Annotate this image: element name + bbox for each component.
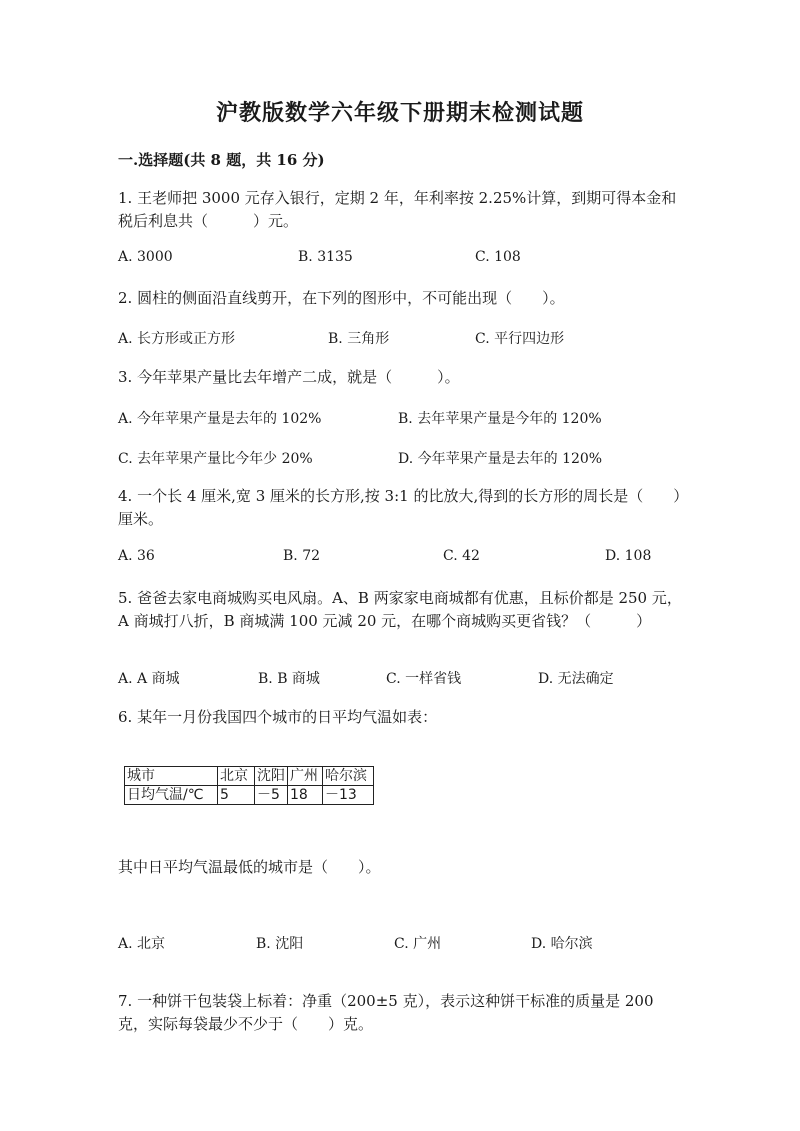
table-cell: 5 (218, 786, 255, 805)
option-a: A. A 商城 (118, 671, 180, 687)
question-7: 7. 一种饼干包装袋上标着：净重（200±5 克），表示这种饼干标准的质量是 200 克，实际每袋最少不少于（ ）克。 (118, 992, 654, 1033)
question-3-options-row1 (118, 408, 718, 430)
temperature-table (124, 766, 374, 805)
question-2-options (118, 328, 718, 350)
option-d: D. 今年苹果产量是去年的 120% (398, 451, 603, 467)
table-cell: 广州 (288, 767, 323, 786)
question-4-options (118, 548, 718, 570)
question-2: 2. 圆柱的侧面沿直线剪开，在下列的图形中，不可能出现（ ）。 (118, 289, 565, 307)
option-c: C. 广州 (394, 936, 442, 952)
option-d: D. 无法确定 (538, 671, 614, 687)
question-5-options (118, 668, 718, 690)
option-c: C. 去年苹果产量比今年少 20% (118, 451, 313, 467)
question-6-prompt: 其中日平均气温最低的城市是（ ）。 (118, 858, 381, 876)
section-heading: 一.选择题(共 8 题，共 16 分) (118, 151, 325, 169)
option-c: C. 108 (475, 249, 521, 265)
page-title: 沪教版数学六年级下册期末检测试题 (215, 100, 584, 126)
question-3-options-row2 (118, 448, 718, 470)
option-a: A. 今年苹果产量是去年的 102% (118, 411, 322, 427)
table-cell: 哈尔滨 (323, 767, 374, 786)
option-a: A. 长方形或正方形 (118, 331, 236, 347)
question-1: 1. 王老师把 3000 元存入银行，定期 2 年，年利率按 2.25%计算，到期可得本金和税后利息共（ ）元。 (118, 189, 677, 230)
option-b: B. 去年苹果产量是今年的 120% (398, 411, 602, 427)
option-a: A. 36 (118, 548, 155, 564)
table-cell: 城市 (125, 767, 218, 786)
question-6-options (118, 933, 718, 955)
option-a: A. 北京 (118, 936, 166, 952)
table-cell: －13 (323, 786, 374, 805)
question-4: 4. 一个长 4 厘米,宽 3 厘米的长方形,按 3:1 的比放大,得到的长方形的周长是（ ）厘米。 (118, 487, 681, 528)
option-d: D. 哈尔滨 (531, 936, 593, 952)
question-3: 3. 今年苹果产量比去年增产二成，就是（ ）。 (118, 368, 460, 386)
option-c: C. 一样省钱 (386, 671, 462, 687)
option-b: B. 三角形 (328, 331, 390, 347)
table-row (125, 786, 374, 805)
option-c: C. 42 (443, 548, 480, 564)
question-6: 6. 某年一月份我国四个城市的日平均气温如表： (118, 708, 438, 726)
question-1-options (118, 249, 718, 271)
table-row (125, 767, 374, 786)
option-b: B. 3135 (298, 249, 353, 265)
option-b: B. 沈阳 (256, 936, 304, 952)
option-d: D. 108 (605, 548, 652, 564)
table-cell: 日均气温/℃ (125, 786, 218, 805)
table-cell: 沈阳 (255, 767, 288, 786)
option-b: B. B 商城 (258, 671, 320, 687)
table-cell: 18 (288, 786, 323, 805)
option-a: A. 3000 (118, 249, 173, 265)
question-5: 5. 爸爸去家电商城购买电风扇。A、B 两家家电商城都有优惠，且标价都是 250 元，A 商城打八折，B 商城满 100 元减 20 元，在哪个商城购买更省钱？（ ） (118, 589, 682, 630)
option-b: B. 72 (283, 548, 321, 564)
option-c: C. 平行四边形 (475, 331, 565, 347)
table-cell: 北京 (218, 767, 255, 786)
table-cell: －5 (255, 786, 288, 805)
